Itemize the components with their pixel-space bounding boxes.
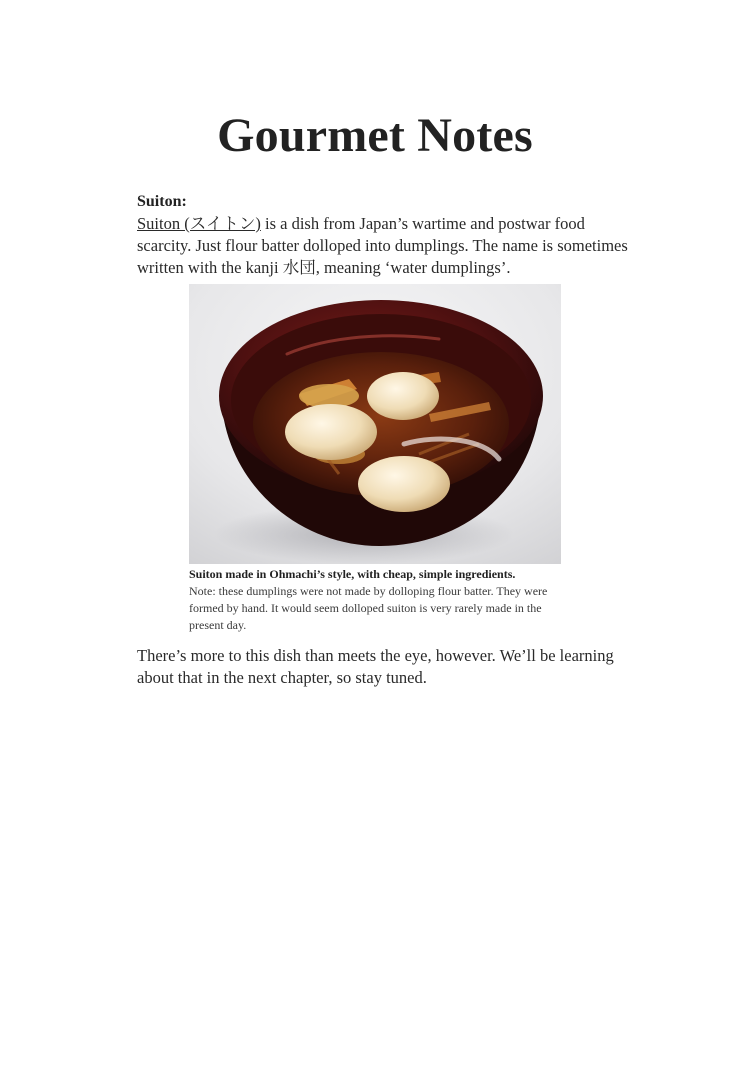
suiton-bowl-photo (189, 284, 561, 564)
caption-title: Suiton made in Ohmachi’s style, with cheap, simple ingredients. (189, 567, 516, 581)
section-heading: Suiton: (137, 193, 187, 210)
suiton-link[interactable]: Suiton (スイトン) (137, 214, 261, 233)
photo-caption (189, 566, 569, 634)
dumpling (285, 404, 377, 460)
intro-paragraph (137, 213, 637, 279)
dumpling (358, 456, 450, 512)
closing-paragraph: There’s more to this dish than meets the eye, however. We’ll be learning about that in the next chapter, so stay tuned. (137, 646, 614, 687)
page-title: Gourmet Notes (217, 109, 533, 162)
intro-text: is a dish from Japan’s wartime and postwar food scarcity. Just flour batter dolloped into dumplings. The name is sometimes written with the kanji 水団, meaning ‘water dumplings’. (137, 214, 628, 277)
caption-note: Note: these dumplings were not made by dolloping flour batter. They were formed by hand. It would seem dolloped suiton is very rarely made in the present day. (189, 584, 548, 632)
dumpling (367, 372, 439, 420)
